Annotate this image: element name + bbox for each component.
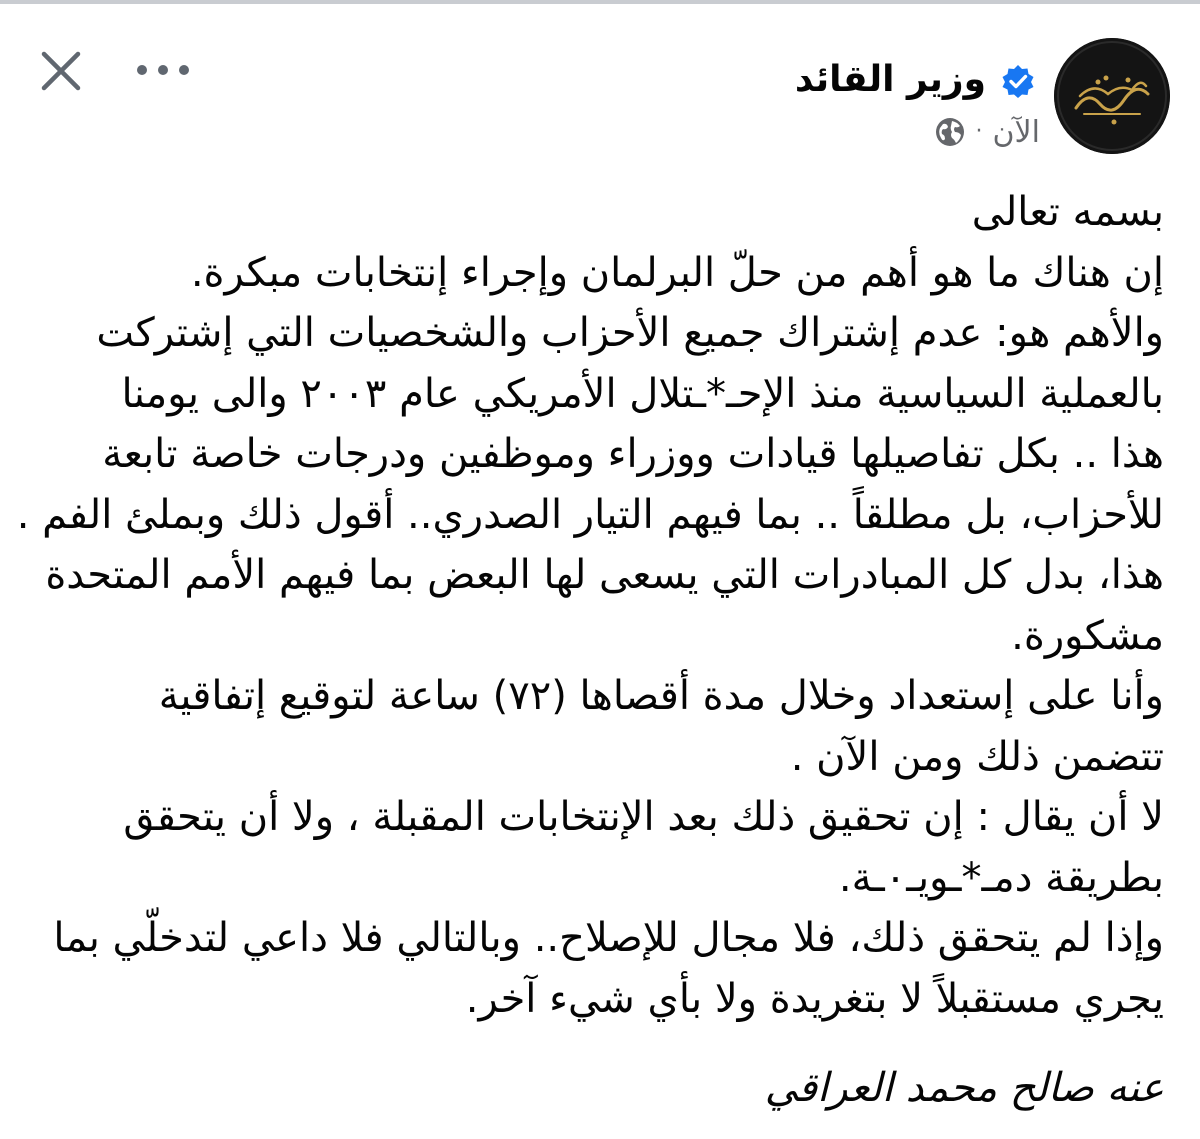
post-line: وإذا لم يتحقق ذلك، فلا مجال للإصلاح.. وبالتالي فلا داعي لتدخلّي بما bbox=[53, 915, 1164, 961]
post-line: تتضمن ذلك ومن الآن . bbox=[790, 733, 1164, 780]
post-timestamp[interactable]: الآن bbox=[992, 114, 1040, 150]
post-line: وأنا على إستعداد وخلال مدة أقصاها (٧٢) ساعة لتوقيع إتفاقية bbox=[158, 673, 1164, 719]
more-options-icon[interactable] bbox=[132, 52, 194, 88]
author-avatar[interactable] bbox=[1054, 38, 1170, 154]
close-icon[interactable] bbox=[36, 46, 86, 96]
post-line: إن هناك ما هو أهم من حلّ البرلمان وإجراء إنتخابات مبكرة. bbox=[190, 249, 1164, 296]
post-line: يجري مستقبلاً لا بتغريدة ولا بأي شيء آخر. bbox=[465, 975, 1164, 1022]
post-line: بالعملية السياسية منذ الإحـ*ـتلال الأمريكي عام ٢٠٠٣ والى يومنا bbox=[121, 370, 1164, 417]
post-line: للأحزاب، بل مطلقاً .. بما فيهم التيار الصدري.. أقول ذلك وبملئ الفم . bbox=[16, 491, 1164, 538]
post-line: هذا .. بكل تفاصيلها قيادات ووزراء وموظفين ودرجات خاصة تابعة bbox=[102, 431, 1164, 477]
post-header bbox=[0, 0, 1200, 170]
post-line: هذا، بدل كل المبادرات التي يسعى لها البعض بما فيهم الأمم المتحدة bbox=[45, 552, 1164, 598]
post-line: بطريقة دمـ*ـويـ٠ـة. bbox=[838, 854, 1164, 901]
meta-separator: · bbox=[975, 119, 983, 144]
author-name[interactable]: وزير القائد bbox=[794, 59, 986, 100]
post-line: مشكورة. bbox=[1011, 612, 1164, 659]
avatar-logo-icon bbox=[1054, 38, 1170, 154]
post-line: بسمه تعالى bbox=[971, 189, 1164, 235]
post-line: لا أن يقال : إن تحقيق ذلك بعد الإنتخابات المقبلة ، ولا أن يتحقق bbox=[123, 794, 1164, 840]
globe-icon[interactable] bbox=[934, 116, 966, 148]
post-line: والأهم هو: عدم إشتراك جميع الأحزاب والشخصيات التي إشتركت bbox=[96, 310, 1164, 356]
post-meta bbox=[934, 112, 1040, 152]
post-body bbox=[16, 182, 1164, 1029]
verified-badge-icon bbox=[1000, 63, 1036, 99]
post-signature: عنه صالح محمد العراقي bbox=[764, 1065, 1164, 1111]
